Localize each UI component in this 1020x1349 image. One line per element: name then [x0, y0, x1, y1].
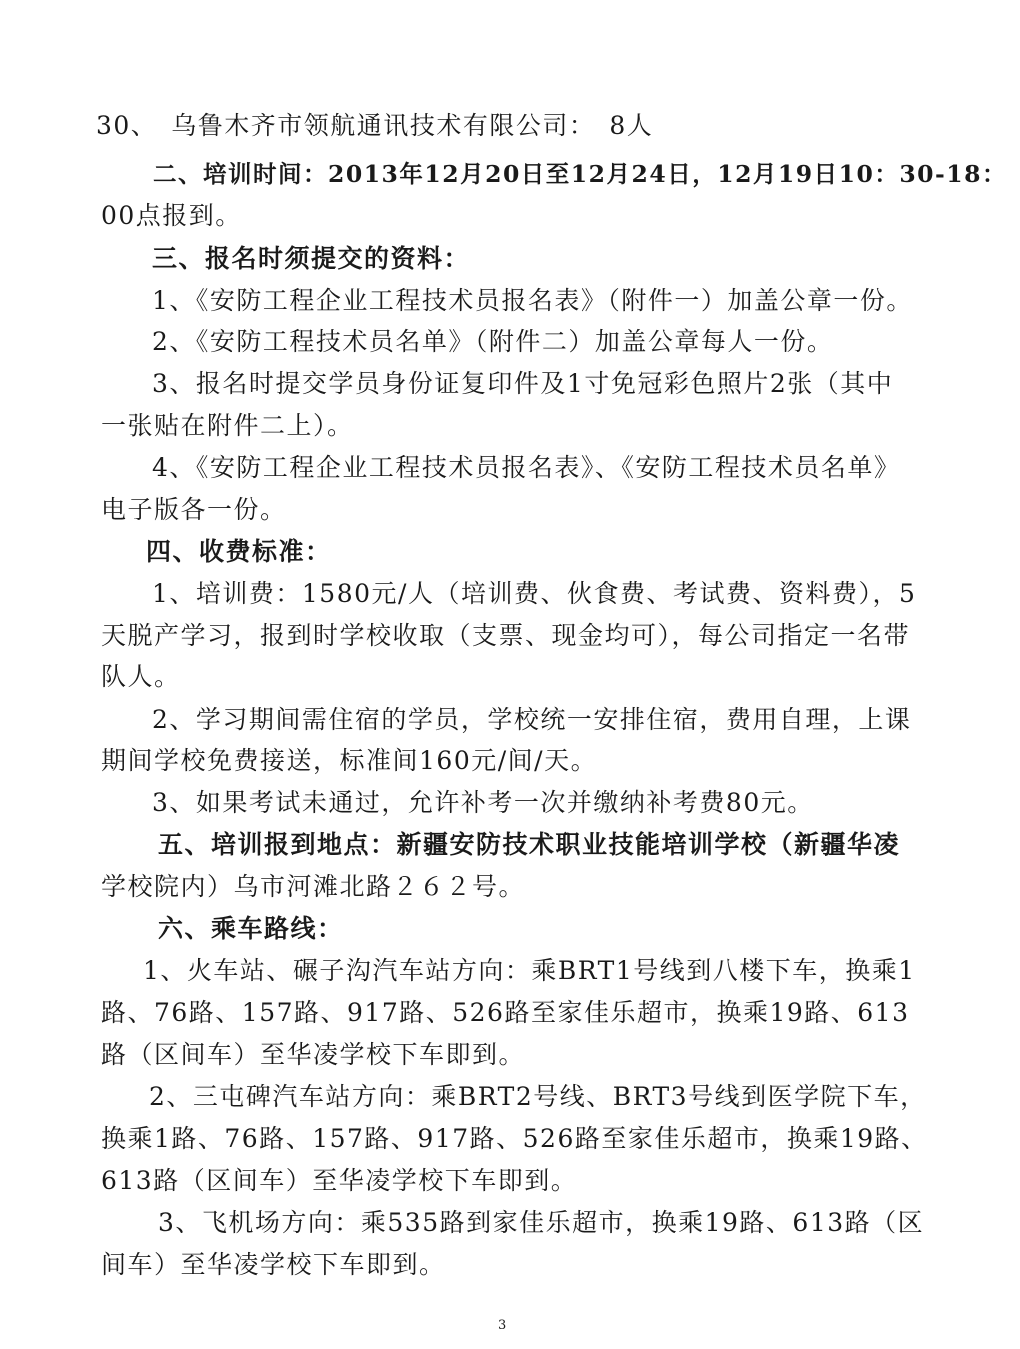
company-entry-30: 30、 乌鲁木齐市领航通讯技术有限公司： 8人	[96, 111, 654, 140]
paragraph-line: 期间学校免费接送，标准间160元/间/天。	[101, 746, 598, 775]
paragraph-line: 间车）至华凌学校下车即到。	[101, 1250, 446, 1279]
section-bus-routes: 六、乘车路线：	[158, 914, 344, 943]
paragraph-line: 换乘1路、76路、157路、917路、526路至家佳乐超市，换乘19路、	[101, 1124, 928, 1153]
paragraph-line: 3、飞机场方向：乘535路到家佳乐超市，换乘19路、613路（区	[158, 1208, 925, 1237]
paragraph-line: 路（区间车）至华凌学校下车即到。	[101, 1040, 526, 1069]
paragraph-line: 3、如果考试未通过，允许补考一次并缴纳补考费80元。	[152, 788, 814, 817]
section-fee-standard: 四、收费标准：	[146, 537, 332, 566]
paragraph-line: 队人。	[101, 662, 181, 691]
paragraph-line: 1、《安防工程企业工程技术员报名表》（附件一）加盖公章一份。	[152, 286, 913, 315]
paragraph-line: 2、学习期间需住宿的学员，学校统一安排住宿，费用自理，上课	[152, 705, 912, 734]
page-number: 3	[498, 1318, 507, 1333]
paragraph-line: 学校院内）乌市河滩北路２６２号。	[101, 872, 526, 901]
paragraph-line: 00点报到。	[101, 201, 242, 230]
paragraph-line: 1、培训费：1580元/人（培训费、伙食费、考试费、资料费），5	[152, 579, 917, 608]
paragraph-line: 一张贴在附件二上）。	[101, 411, 354, 440]
paragraph-line: 电子版各一份。	[101, 495, 287, 524]
paragraph-line: 2、《安防工程技术员名单》（附件二）加盖公章每人一份。	[152, 327, 834, 356]
paragraph-line: 4、《安防工程企业工程技术员报名表》、《安防工程技术员名单》	[152, 453, 901, 482]
paragraph-line: 天脱产学习，报到时学校收取（支票、现金均可），每公司指定一名带	[101, 621, 911, 650]
paragraph-line: 路、76路、157路、917路、526路至家佳乐超市，换乘19路、613	[101, 998, 910, 1027]
paragraph-line: 1、火车站、碾子沟汽车站方向：乘BRT1号线到八楼下车，换乘1	[143, 956, 916, 985]
section-training-time: 二、培训时间：2013年12月20日至12月24日，12月19日10：30-18：	[153, 160, 1007, 188]
paragraph-line: 613路（区间车）至华凌学校下车即到。	[101, 1166, 578, 1195]
section-training-location: 五、培训报到地点：新疆安防技术职业技能培训学校（新疆华凌	[158, 830, 901, 859]
section-registration-materials: 三、报名时须提交的资料：	[152, 244, 471, 273]
paragraph-line: 2、三屯碑汽车站方向：乘BRT2号线、BRT3号线到医学院下车，	[149, 1082, 927, 1111]
paragraph-line: 3、报名时提交学员身份证复印件及1寸免冠彩色照片2张（其中	[152, 369, 894, 398]
